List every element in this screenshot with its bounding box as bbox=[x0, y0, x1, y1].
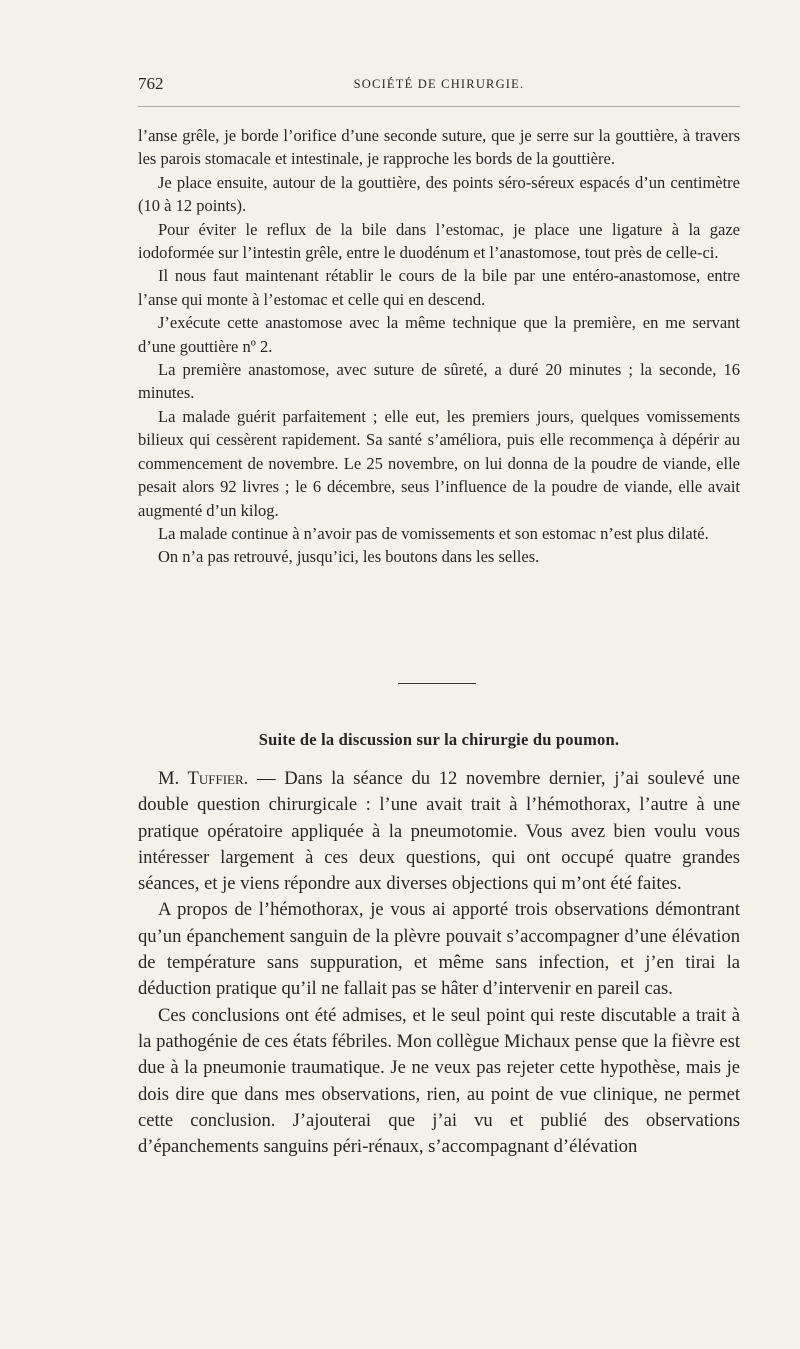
case-report-text bbox=[138, 124, 740, 569]
paragraph: l’anse grêle, je borde l’orifice d’une seconde suture, que je serre sur la gouttière, à travers les parois stomacale et intestinale, je rapproche les bords de la gouttière. bbox=[138, 126, 740, 169]
speaker-name: M. Tuffier. bbox=[158, 768, 249, 789]
paragraph: La première anastomose, avec suture de sûreté, a duré 20 minutes ; la seconde, 16 minutes. bbox=[138, 360, 740, 403]
paragraph: Pour éviter le reflux de la bile dans l’estomac, je place une ligature à la gaze iodoformée sur l’intestin grêle, entre le duodénum et l’anastomose, tout près de celle-ci. bbox=[138, 219, 740, 263]
paragraph: Ces conclusions ont été admises, et le seul point qui reste discutable a trait à la pathogénie de ces états fébriles. Mon collègue Michaux pense que la fièvre est due à la pneumonie traumatique. Je ne veux pas rejeter cette hypothèse, mais je dois dire que dans mes observations, rien, au point de vue clinique, ne permet cette conclusion. J’ajouterai que j’ai vu et publié des observations d’épanchements sanguins péri-rénaux, s’accompagnant d’élévation bbox=[138, 1004, 740, 1158]
paragraph: A propos de l’hémothorax, je vous ai apporté trois observations démontrant qu’un épanchement sanguin de la plèvre pouvait s’accompagner d’une élévation de température sans suppuration, et même sans infection, et j’en tirai la déduction pratique qu’il ne fallait pas se hâter d’intervenir en pareil cas. bbox=[138, 899, 740, 1000]
paragraph: Il nous faut maintenant rétablir le cours de la bile par une entéro-anastomose, entre l’anse qui monte à l’estomac et celle qui en descend. bbox=[138, 266, 740, 309]
paragraph-text: — Dans la séance du 12 novembre dernier, j’ai soulevé une double question chirurgicale : l’une avait trait à l’hémothorax, l’autre à une pratique opératoire appliquée à la pneumotomie. Vous avez bien voulu vous intéresser largement à ces deux questions, qui ont occupé quatre grandes séances, et je viens répondre aux diverses objections qui m’ont été faites. bbox=[138, 768, 740, 895]
paragraph: Je place ensuite, autour de la gouttière, des points séro-séreux espacés d’un centimètre (10 à 12 points). bbox=[138, 172, 740, 216]
paragraph bbox=[138, 766, 740, 897]
header-rule bbox=[138, 106, 740, 107]
page-header bbox=[138, 74, 740, 100]
discussion-text bbox=[138, 766, 740, 1160]
running-title: SOCIÉTÉ DE CHIRURGIE. bbox=[353, 77, 525, 91]
paragraph: On n’a pas retrouvé, jusqu’ici, les boutons dans les selles. bbox=[158, 547, 540, 567]
paragraph: La malade continue à n’avoir pas de vomissements et son estomac n’est plus dilaté. bbox=[158, 523, 709, 543]
section-separator bbox=[398, 683, 476, 684]
page-number: 762 bbox=[138, 74, 164, 93]
section-title: Suite de la discussion sur la chirurgie du poumon. bbox=[258, 730, 620, 749]
paragraph: J’exécute cette anastomose avec la même technique que la première, en me servant d’une gouttière nº 2. bbox=[138, 313, 740, 356]
paragraph: La malade guérit parfaitement ; elle eut, les premiers jours, quelques vomissements bilieux qui cessèrent rapidement. Sa santé s’améliora, puis elle recommença à dépérir au commencement de novembre. Le 25 novembre, on lui donna de la poudre de viande, elle pesait alors 92 livres ; le 6 décembre, seus l’influence de la poudre de viande, elle avait augmenté d’un kilog. bbox=[138, 406, 740, 520]
